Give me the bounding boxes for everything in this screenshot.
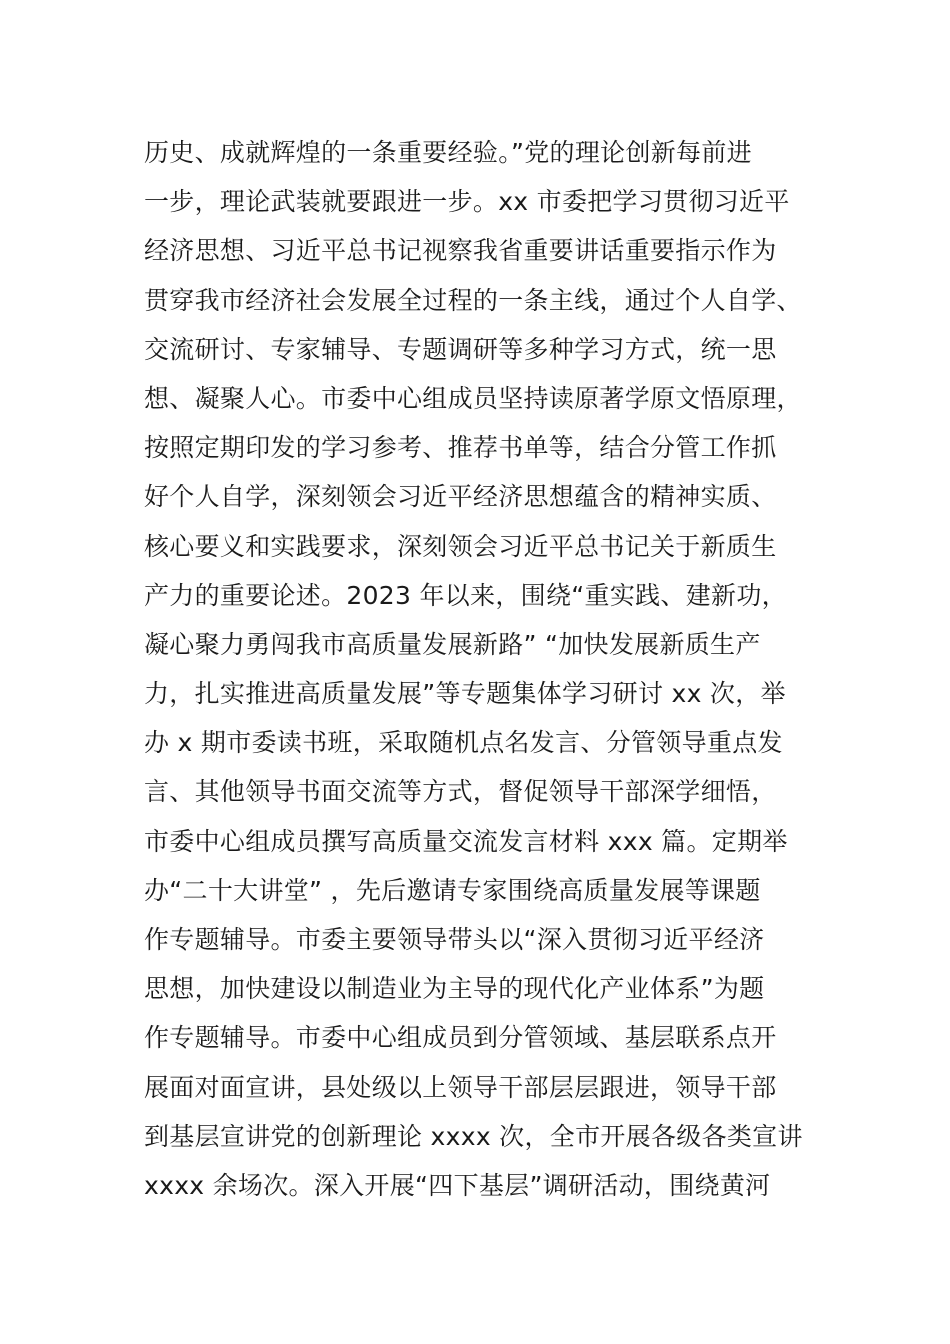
text-line: 凝心聚力勇闯我市高质量发展新路” “加快发展新质生产 [144,629,761,659]
text-line: 作专题辅导。市委中心组成员到分管领域、基层联系点开 [144,1023,777,1053]
text-line: 展面对面宣讲，县处级以上领导干部层层跟进，领导干部 [144,1072,777,1102]
text-line: 经济思想、习近平总书记视察我省重要讲话重要指示作为 [144,236,777,266]
text-line: 按照定期印发的学习参考、推荐书单等，结合分管工作抓 [144,433,777,463]
text-line: 好个人自学，深刻领会习近平经济思想蕴含的精神实质、 [144,482,777,512]
text-line: 作专题辅导。市委主要领导带头以“深入贯彻习近平经济 [144,925,765,954]
text-line: 历史、成就辉煌的一条重要经验。”党的理论创新每前进 [144,138,752,167]
text-line: 到基层宣讲党的创新理论 xxxx 次，全市开展各级各类宣讲 [144,1121,803,1151]
text-line: 办“二十大讲堂” ，先后邀请专家围绕高质量发展等课题 [144,875,761,905]
text-line: 言、其他领导书面交流等方式，督促领导干部深学细悟， [144,777,777,807]
text-line: 一步，理论武装就要跟进一步。xx 市委把学习贯彻习近平 [144,187,790,217]
text-line: 产力的重要论述。2023 年以来，围绕“重实践、建新功， [144,580,787,610]
text-line: 办 x 期市委读书班，采取随机点名发言、分管领导重点发 [144,728,783,758]
body-paragraph [144,128,814,1210]
text-line: 核心要义和实践要求，深刻领会习近平总书记关于新质生 [144,531,777,561]
text-line: 交流研讨、专家辅导、专题调研等多种学习方式，统一思 [144,334,777,364]
text-line: 市委中心组成员撰写高质量交流发言材料 xxx 篇。定期举 [144,826,788,856]
text-line: 贯穿我市经济社会发展全过程的一条主线，通过个人自学、 [144,285,802,315]
text-line: 力，扎实推进高质量发展”等专题集体学习研讨 xx 次，举 [144,679,786,709]
text-line: xxxx 余场次。深入开展“四下基层”调研活动，围绕黄河 [144,1170,771,1200]
text-line: 想、凝聚人心。市委中心组成员坚持读原著学原文悟原理， [144,383,802,413]
text-line: 思想，加快建设以制造业为主导的现代化产业体系”为题 [144,974,765,1004]
